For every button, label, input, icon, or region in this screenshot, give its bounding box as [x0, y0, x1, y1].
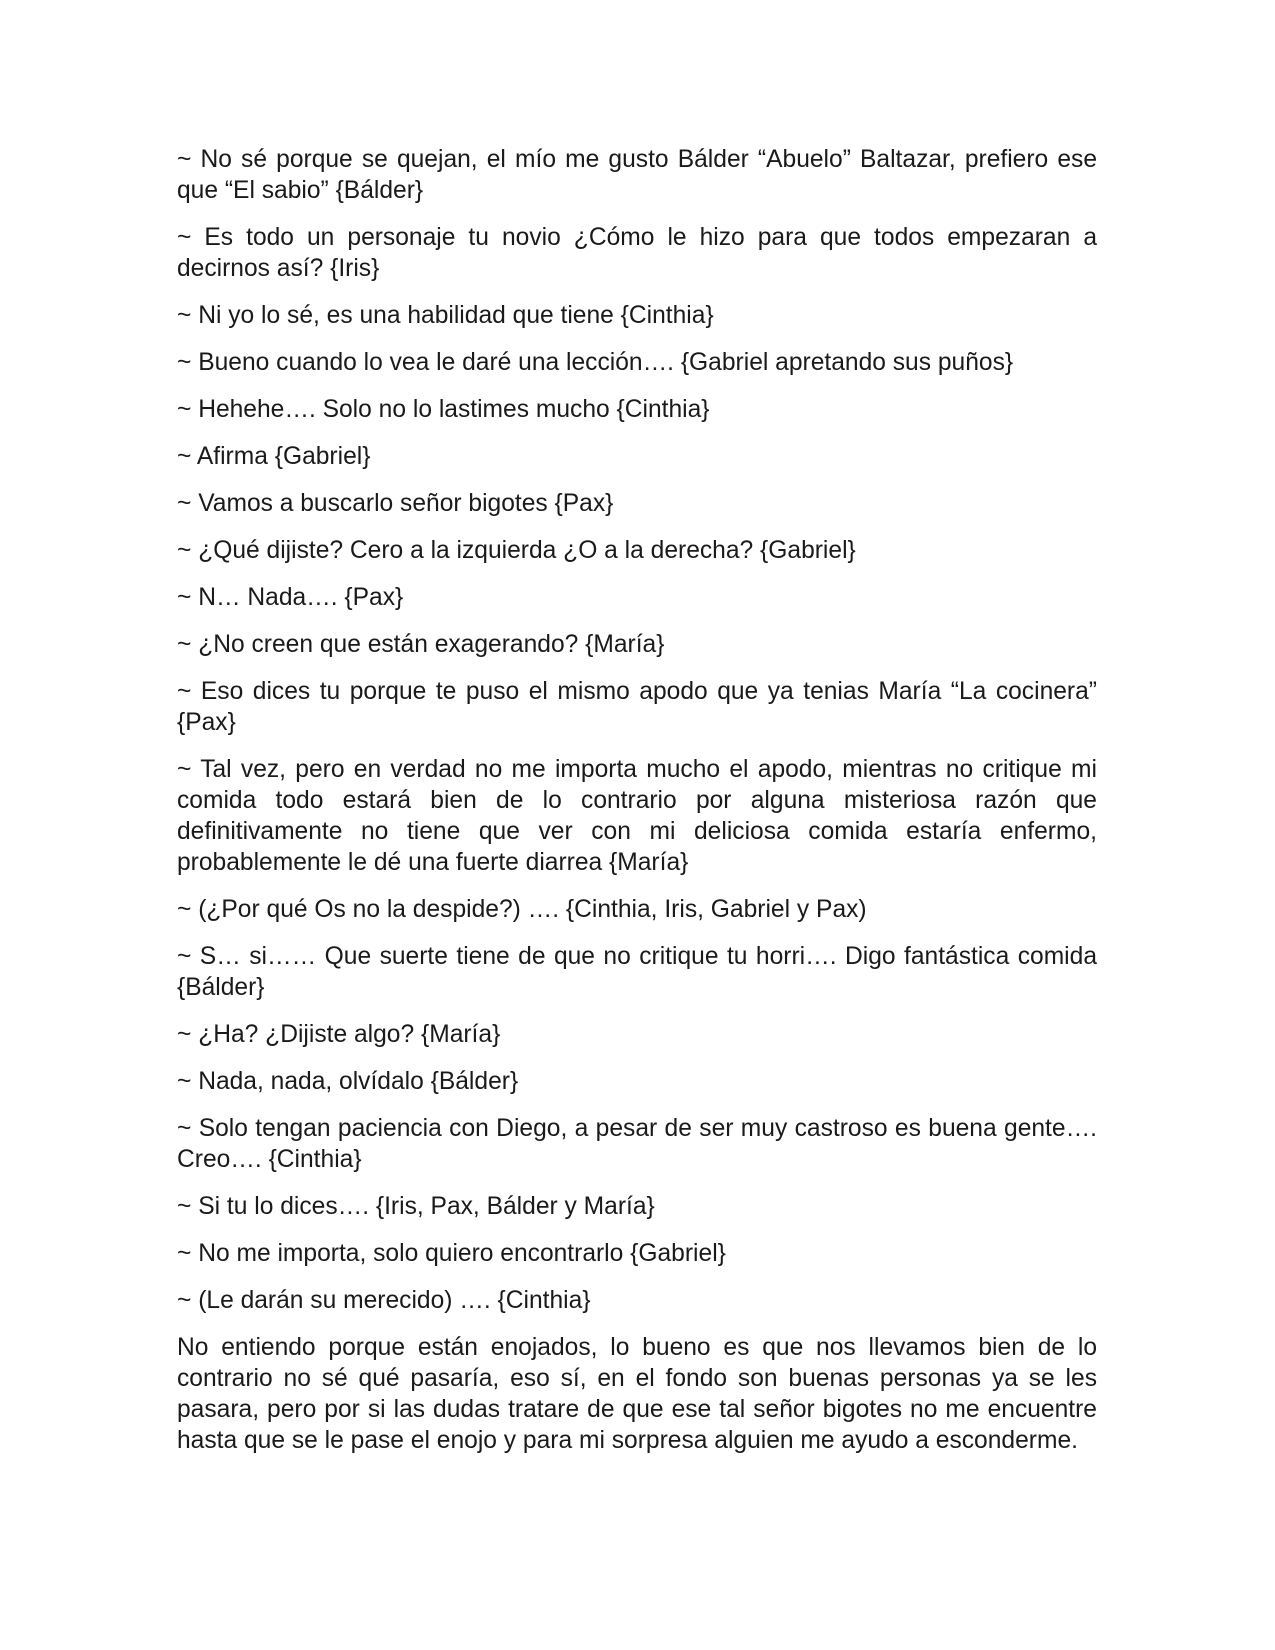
- dialogue-line: ~ Si tu lo dices…. {Iris, Pax, Bálder y María}: [177, 1193, 655, 1220]
- dialogue-line: ~ ¿Qué dijiste? Cero a la izquierda ¿O a la derecha? {Gabriel}: [177, 537, 856, 564]
- dialogue-line: ~ Bueno cuando lo vea le daré una lección…. {Gabriel apretando sus puños}: [177, 349, 1014, 376]
- dialogue-line: ~ ¿Ha? ¿Dijiste algo? {María}: [177, 1021, 501, 1048]
- dialogue-line: ~ Solo tengan paciencia con Diego, a pesar de ser muy castroso es buena gente…. Creo…. {Cinthia}: [177, 1115, 1097, 1173]
- dialogue-line: ~ No me importa, solo quiero encontrarlo {Gabriel}: [177, 1240, 726, 1267]
- dialogue-line: ~ Eso dices tu porque te puso el mismo apodo que ya tenias María “La cocinera” {Pax}: [177, 678, 1097, 736]
- dialogue-line: ~ Es todo un personaje tu novio ¿Cómo le hizo para que todos empezaran a decirnos así? {Iris}: [177, 224, 1097, 282]
- dialogue-line: ~ (¿Por qué Os no la despide?) …. {Cinthia, Iris, Gabriel y Pax): [177, 896, 867, 923]
- dialogue-line: ~ S… si…… Que suerte tiene de que no critique tu horri…. Digo fantástica comida {Bálder}: [177, 943, 1097, 1001]
- dialogue-line: ~ Nada, nada, olvídalo {Bálder}: [177, 1068, 519, 1095]
- dialogue-line: ~ N… Nada…. {Pax}: [177, 584, 404, 611]
- dialogue-line: ~ Ni yo lo sé, es una habilidad que tiene {Cinthia}: [177, 302, 714, 329]
- narrative-paragraph: No entiendo porque están enojados, lo bueno es que nos llevamos bien de lo contrario no sé qué pasaría, eso sí, en el fondo son buenas personas ya se les pasara, pero por si las dudas tratare de que ese tal señor bigotes no me encuentre hasta que se le pase el enojo y para mi sorpresa alguien me ayudo a esconderme.: [177, 1334, 1097, 1454]
- document-page: [177, 144, 1097, 1472]
- dialogue-line: ~ (Le darán su merecido) …. {Cinthia}: [177, 1287, 591, 1314]
- dialogue-line: ~ Afirma {Gabriel}: [177, 443, 371, 470]
- dialogue-line: ~ Vamos a buscarlo señor bigotes {Pax}: [177, 490, 614, 517]
- dialogue-line: ~ No sé porque se quejan, el mío me gusto Bálder “Abuelo” Baltazar, prefiero ese que “El sabio” {Bálder}: [177, 146, 1097, 204]
- dialogue-line: ~ Hehehe…. Solo no lo lastimes mucho {Cinthia}: [177, 396, 710, 423]
- dialogue-line: ~ ¿No creen que están exagerando? {María}: [177, 631, 665, 658]
- dialogue-line: ~ Tal vez, pero en verdad no me importa mucho el apodo, mientras no critique mi comida todo estará bien de lo contrario por alguna misteriosa razón que definitivamente no tiene que ver con mi deliciosa comida estaría enfermo, probablemente le dé una fuerte diarrea {María}: [177, 756, 1097, 876]
